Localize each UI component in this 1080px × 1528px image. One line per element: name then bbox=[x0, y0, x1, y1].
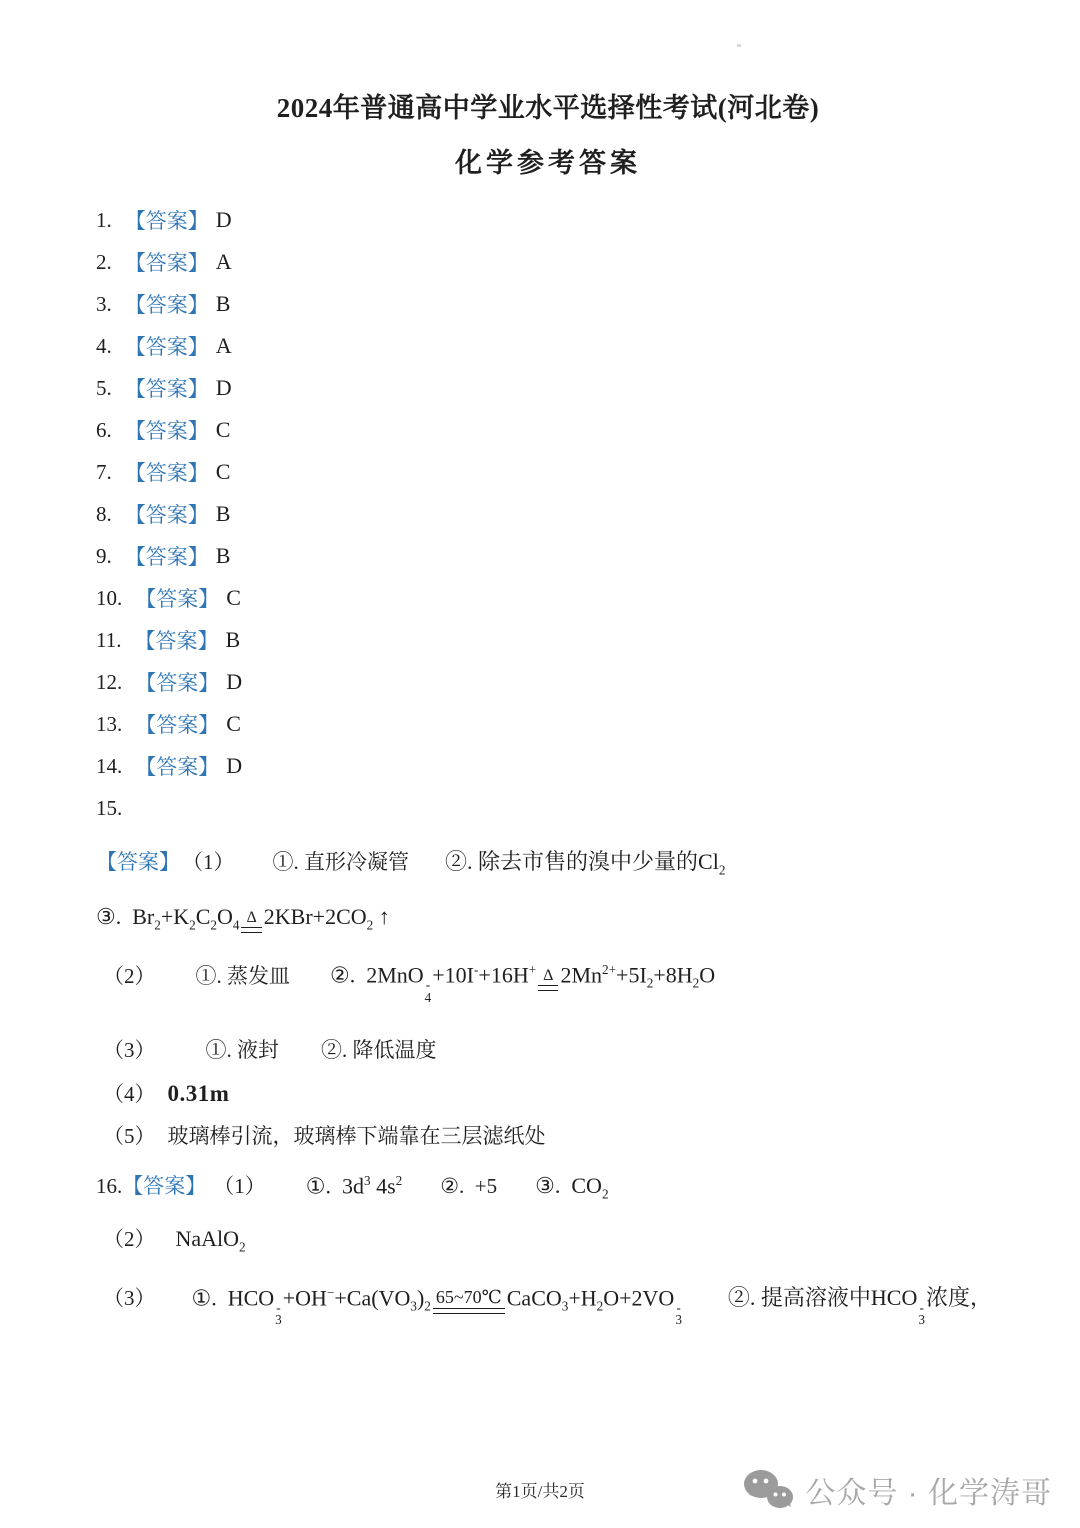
answer-letter: B bbox=[225, 627, 241, 652]
answer-letter: D bbox=[226, 669, 243, 694]
answer-row-8 bbox=[96, 493, 1000, 535]
wechat-icon bbox=[741, 1468, 795, 1512]
answer-letter: B bbox=[215, 291, 231, 316]
question-number: 11. bbox=[96, 627, 122, 652]
answer-row-5 bbox=[96, 367, 1000, 409]
question-15-block bbox=[96, 787, 1000, 1150]
choice-answers-list bbox=[96, 199, 1000, 787]
answer-label: 【答案】 bbox=[124, 545, 209, 569]
q15-p1-item2: ②. 除去市售的溴中少量的$Cl_2$ bbox=[445, 849, 726, 878]
answer-letter: B bbox=[215, 501, 231, 526]
answer-row-11 bbox=[96, 619, 1000, 661]
answer-label: 【答案】 bbox=[124, 461, 209, 485]
page-number: 第1页/共2页 bbox=[495, 1482, 585, 1501]
question-number: 9. bbox=[96, 543, 112, 568]
question-number: 10. bbox=[96, 585, 123, 610]
answer-row-1 bbox=[96, 199, 1000, 241]
answer-label: 【答案】 bbox=[124, 251, 209, 275]
answer-row-3 bbox=[96, 283, 1000, 325]
answer-label: 【答案】 bbox=[124, 209, 209, 233]
answer-label: 【答案】 bbox=[96, 850, 180, 874]
answer-label: 【答案】 bbox=[124, 377, 209, 401]
q15-p5-value: 玻璃棒引流，玻璃棒下端靠在三层滤纸处 bbox=[167, 1124, 546, 1149]
question-number: 7. bbox=[96, 459, 112, 484]
answer-label: 【答案】 bbox=[124, 335, 209, 359]
chemical-equation-vanadate: ①. HCO - 3 $+OH^-+Ca(VO_3)_2$ 65~70℃ $CaCO_3+H_2O+2VO$ - 3 bbox=[191, 1284, 682, 1328]
q16-p3-item2: ②. 提高溶液中HCO - 3 浓度， bbox=[727, 1285, 992, 1328]
answer-row-10 bbox=[96, 577, 1000, 619]
answer-letter: C bbox=[226, 711, 241, 736]
question-number: 13. bbox=[96, 711, 123, 736]
answer-row-7 bbox=[96, 451, 1000, 493]
q15-part2-row bbox=[96, 960, 1000, 1005]
q15-part1-row bbox=[96, 845, 1000, 878]
part-number: （5） bbox=[103, 1124, 156, 1149]
q15-p1-equation-row bbox=[96, 904, 1000, 933]
q15-part4-row bbox=[96, 1078, 1000, 1108]
q15-p3-item2: ②. 降低温度 bbox=[321, 1038, 437, 1063]
part-number: （3） bbox=[103, 1286, 156, 1311]
answer-label: 【答案】 bbox=[135, 587, 220, 611]
question-number: 2. bbox=[96, 249, 112, 274]
answer-letter: B bbox=[215, 543, 231, 568]
q15-p2-item1: ①. 蒸发皿 bbox=[195, 963, 290, 988]
answer-label: 【答案】 bbox=[122, 1174, 207, 1199]
q15-part3-row bbox=[96, 1034, 1000, 1064]
page-title: 2024年普通高中学业水平选择性考试(河北卷) bbox=[276, 93, 820, 123]
q16-part1-row bbox=[96, 1170, 1000, 1202]
answer-label: 【答案】 bbox=[135, 713, 220, 737]
watermark-text: 公众号 · 化学涛哥 bbox=[805, 1477, 1052, 1510]
q16-p1-item1: ①. $3d^3$ $4s^2$ bbox=[305, 1173, 403, 1199]
answer-row-4 bbox=[96, 325, 1000, 367]
answer-letter: D bbox=[226, 753, 243, 778]
answer-label: 【答案】 bbox=[135, 671, 220, 695]
answer-letter: C bbox=[215, 459, 231, 484]
q16-p1-item2: ②. +5 bbox=[440, 1174, 498, 1199]
watermark bbox=[741, 1468, 1052, 1512]
answer-letter: C bbox=[215, 417, 231, 442]
answer-letter: A bbox=[215, 249, 232, 274]
question-number: 1. bbox=[96, 207, 112, 232]
question-number: 14. bbox=[96, 753, 123, 778]
q15-p3-item1: ①. 液封 bbox=[205, 1038, 279, 1063]
q16-p2-value: NaAlO$_2$ bbox=[175, 1225, 246, 1255]
question-number: 5. bbox=[96, 375, 112, 400]
q16-part2-row bbox=[96, 1223, 1000, 1255]
question-number: 8. bbox=[96, 501, 112, 526]
answer-letter: D bbox=[215, 207, 232, 232]
question-number: 16. bbox=[96, 1174, 123, 1199]
part-number: （2） bbox=[103, 963, 156, 988]
page-subtitle: 化学参考答案 bbox=[455, 148, 641, 178]
answer-row-14 bbox=[96, 745, 1000, 787]
q16-p1-item3: ③. $CO_2$ bbox=[535, 1173, 609, 1202]
answer-label: 【答案】 bbox=[124, 503, 209, 527]
part-number: （2） bbox=[103, 1226, 156, 1251]
q15-part5-row bbox=[96, 1120, 1000, 1150]
question-number: 3. bbox=[96, 291, 112, 316]
part-number: （3） bbox=[103, 1038, 156, 1063]
chemical-equation-br2: ③. $Br_2+K_2C_2O_4$ Δ $2KBr+2CO_2$ ↑ bbox=[96, 904, 390, 933]
answer-label: 【答案】 bbox=[124, 419, 209, 443]
question-number: 15. bbox=[96, 795, 123, 820]
question-number: 6. bbox=[96, 417, 112, 442]
answer-label: 【答案】 bbox=[134, 629, 219, 653]
q16-part3-row bbox=[96, 1281, 1000, 1327]
chemical-equation-mno4: ②. 2MnO - 4 +10I-+16H+ Δ $2Mn^{2+}+5I_2+8H_2O$ bbox=[330, 962, 716, 1005]
question-number: 12. bbox=[96, 669, 123, 694]
answer-letter: C bbox=[226, 585, 241, 610]
answer-row-6 bbox=[96, 409, 1000, 451]
answer-row-2 bbox=[96, 241, 1000, 283]
question-15-number-row bbox=[96, 787, 1000, 829]
part-number: （1） bbox=[182, 850, 235, 874]
q15-p1-item1: ①. 直形冷凝管 bbox=[272, 850, 409, 874]
answer-row-12 bbox=[96, 661, 1000, 703]
question-16-block bbox=[96, 1170, 1000, 1326]
answer-label: 【答案】 bbox=[135, 755, 220, 779]
part-number: （1） bbox=[213, 1174, 266, 1199]
answer-row-13 bbox=[96, 703, 1000, 745]
question-number: 4. bbox=[96, 333, 112, 358]
answer-row-9 bbox=[96, 535, 1000, 577]
answer-letter: A bbox=[215, 333, 232, 358]
answer-label: 【答案】 bbox=[124, 293, 209, 317]
answer-letter: D bbox=[215, 375, 232, 400]
q15-p4-value: 0.31m bbox=[167, 1081, 230, 1107]
part-number: （4） bbox=[103, 1082, 156, 1107]
